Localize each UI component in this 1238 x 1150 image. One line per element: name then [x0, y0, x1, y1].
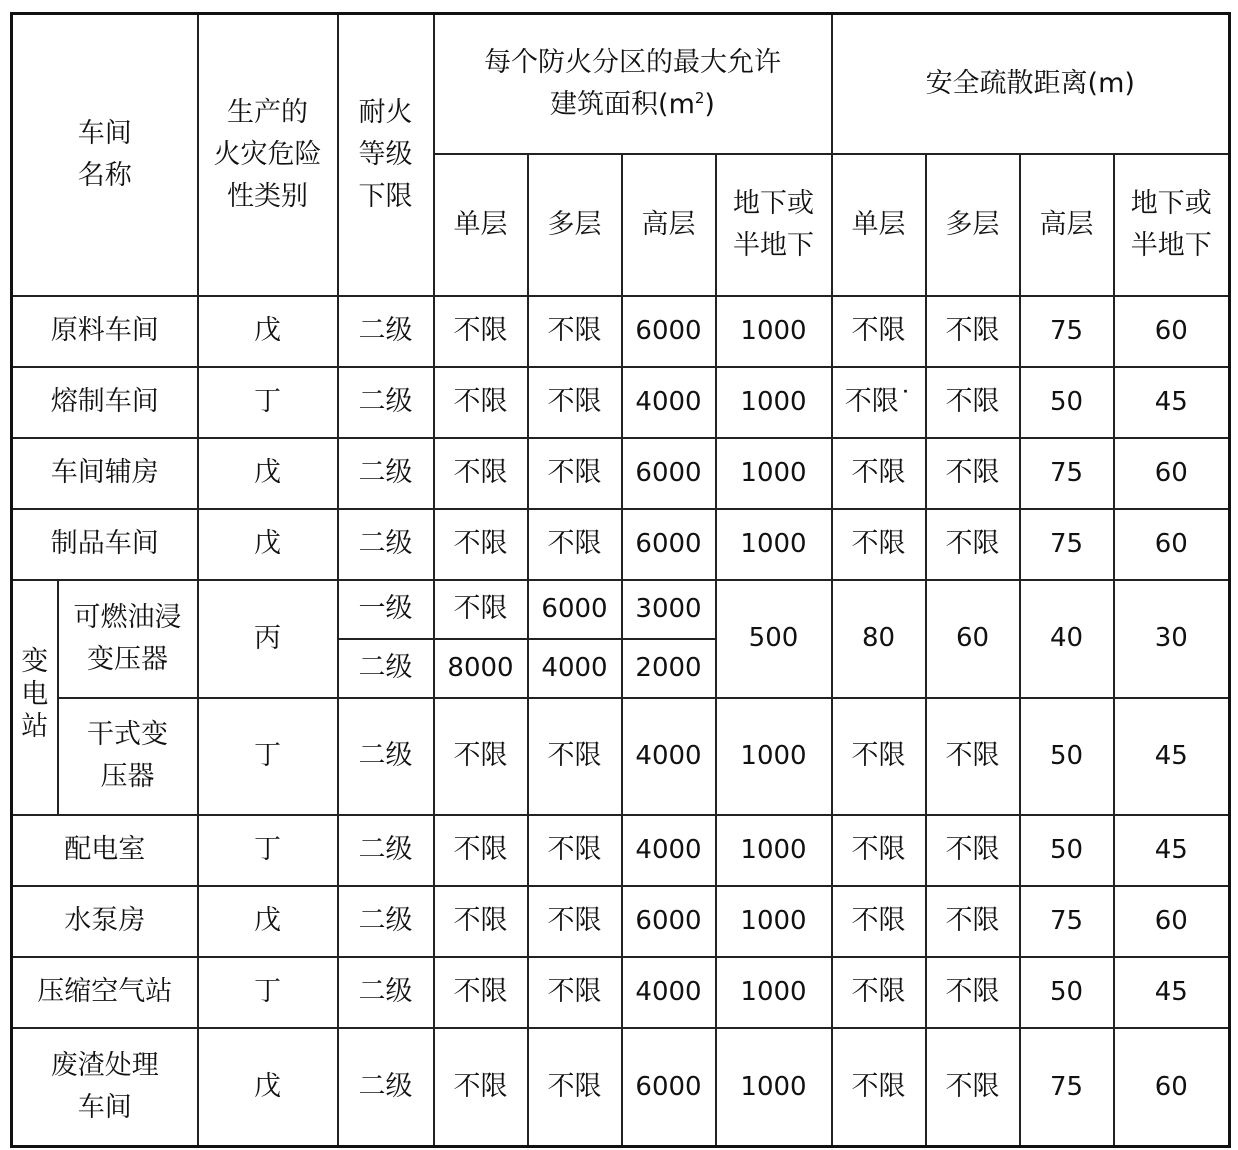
cell-area-high: 3000	[622, 580, 716, 639]
table-row	[12, 1028, 1230, 1147]
cell-area-multi: 不限	[528, 296, 622, 367]
cell-dist-high: 75	[1020, 296, 1114, 367]
header-area-single: 单层	[434, 154, 528, 296]
table-row	[12, 815, 1230, 886]
cell-dist-multi: 60	[926, 580, 1020, 698]
header-area-high: 高层	[622, 154, 716, 296]
cell-dist-high: 75	[1020, 509, 1114, 580]
cell-area-high: 4000	[622, 957, 716, 1028]
cell-hazard-oil-transformer: 丙	[198, 580, 338, 698]
table-row	[12, 886, 1230, 957]
cell-dist-multi: 不限	[926, 815, 1020, 886]
cell-grade: 二级	[338, 296, 434, 367]
table-row	[12, 580, 1230, 639]
cell-area-underground: 1000	[716, 367, 832, 438]
header-area-multi: 多层	[528, 154, 622, 296]
header-dist-underground: 地下或 半地下	[1114, 154, 1230, 296]
header-hazard-category: 生产的 火灾危险 性类别	[198, 14, 338, 296]
cell-area-multi: 不限	[528, 367, 622, 438]
table-row	[12, 957, 1230, 1028]
cell-dist-high: 75	[1020, 886, 1114, 957]
cell-area-multi: 4000	[528, 639, 622, 698]
cell-dist-high: 50	[1020, 367, 1114, 438]
cell-area-single: 不限	[434, 509, 528, 580]
cell-name-oil-transformer: 可燃油浸 变压器	[58, 580, 198, 698]
cell-name: 水泵房	[12, 886, 198, 957]
cell-area-underground: 1000	[716, 957, 832, 1028]
cell-dist-single: 不限	[832, 1028, 926, 1147]
cell-dist-underground: 60	[1114, 886, 1230, 957]
cell-grade: 二级	[338, 1028, 434, 1147]
cell-hazard: 戊	[198, 296, 338, 367]
cell-area-underground: 1000	[716, 509, 832, 580]
header-area-underground: 地下或 半地下	[716, 154, 832, 296]
cell-name: 压缩空气站	[12, 957, 198, 1028]
cell-name: 配电室	[12, 815, 198, 886]
cell-dist-high: 40	[1020, 580, 1114, 698]
table-row	[12, 438, 1230, 509]
cell-dist-underground: 60	[1114, 509, 1230, 580]
cell-area-multi: 不限	[528, 886, 622, 957]
cell-area-single: 不限	[434, 957, 528, 1028]
cell-dist-multi: 不限	[926, 1028, 1020, 1147]
cell-area-high: 6000	[622, 1028, 716, 1147]
cell-hazard: 丁	[198, 957, 338, 1028]
header-dist-high: 高层	[1020, 154, 1114, 296]
cell-dist-multi: 不限	[926, 296, 1020, 367]
cell-dist-single: 不限	[832, 438, 926, 509]
cell-area-underground: 1000	[716, 698, 832, 815]
cell-grade: 二级	[338, 438, 434, 509]
cell-grade: 二级	[338, 957, 434, 1028]
table-row	[12, 698, 1230, 815]
cell-area-single: 不限	[434, 580, 528, 639]
cell-area-single: 不限	[434, 1028, 528, 1147]
cell-dist-single: 不限	[832, 698, 926, 815]
cell-area-multi: 不限	[528, 509, 622, 580]
cell-area-underground: 500	[716, 580, 832, 698]
cell-dist-single: 不限	[832, 886, 926, 957]
cell-dist-high: 75	[1020, 438, 1114, 509]
cell-dist-single: 不限	[832, 296, 926, 367]
cell-area-single: 8000	[434, 639, 528, 698]
cell-substation-group: 变 电 站	[12, 580, 58, 815]
header-fire-resistance-grade: 耐火 等级 下限	[338, 14, 434, 296]
cell-area-single: 不限	[434, 438, 528, 509]
header-max-area-sup: 2	[694, 88, 705, 107]
header-dist-single: 单层	[832, 154, 926, 296]
cell-area-underground: 1000	[716, 1028, 832, 1147]
cell-name: 制品车间	[12, 509, 198, 580]
cell-name: 原料车间	[12, 296, 198, 367]
cell-dist-underground: 60	[1114, 438, 1230, 509]
cell-hazard: 戊	[198, 1028, 338, 1147]
cell-area-high: 2000	[622, 639, 716, 698]
cell-area-multi: 不限	[528, 698, 622, 815]
cell-hazard: 戊	[198, 438, 338, 509]
cell-dist-multi: 不限	[926, 509, 1020, 580]
header-workshop-name: 车间 名称	[12, 14, 198, 296]
cell-name: 废渣处理 车间	[12, 1028, 198, 1147]
header-max-area-close: )	[704, 88, 715, 120]
cell-hazard: 丁	[198, 815, 338, 886]
cell-dist-multi: 不限	[926, 438, 1020, 509]
cell-dist-single: 不限˙	[832, 367, 926, 438]
cell-dist-multi: 不限	[926, 367, 1020, 438]
cell-grade: 二级	[338, 886, 434, 957]
cell-dist-high: 75	[1020, 1028, 1114, 1147]
header-max-area-text: 每个防火分区的最大允许 建筑面积(m	[484, 46, 781, 120]
cell-grade: 一级	[338, 580, 434, 639]
cell-dist-underground: 60	[1114, 1028, 1230, 1147]
cell-area-multi: 6000	[528, 580, 622, 639]
cell-grade: 二级	[338, 509, 434, 580]
cell-area-multi: 不限	[528, 957, 622, 1028]
cell-grade: 二级	[338, 639, 434, 698]
cell-dist-single: 80	[832, 580, 926, 698]
cell-area-high: 6000	[622, 438, 716, 509]
cell-name: 熔制车间	[12, 367, 198, 438]
cell-dist-multi: 不限	[926, 698, 1020, 815]
cell-area-high: 4000	[622, 815, 716, 886]
cell-area-single: 不限	[434, 296, 528, 367]
cell-area-single: 不限	[434, 367, 528, 438]
cell-area-high: 6000	[622, 509, 716, 580]
cell-dist-underground: 45	[1114, 698, 1230, 815]
fire-compartment-table	[10, 12, 1231, 1148]
header-dist-multi: 多层	[926, 154, 1020, 296]
table-row	[12, 509, 1230, 580]
cell-hazard: 丁	[198, 698, 338, 815]
cell-grade: 二级	[338, 367, 434, 438]
cell-area-single: 不限	[434, 886, 528, 957]
cell-dist-high: 50	[1020, 957, 1114, 1028]
cell-grade: 二级	[338, 815, 434, 886]
cell-dist-underground: 45	[1114, 957, 1230, 1028]
cell-name: 车间辅房	[12, 438, 198, 509]
cell-area-underground: 1000	[716, 296, 832, 367]
cell-area-high: 6000	[622, 296, 716, 367]
cell-area-underground: 1000	[716, 438, 832, 509]
cell-dist-underground: 45	[1114, 815, 1230, 886]
cell-dist-multi: 不限	[926, 957, 1020, 1028]
cell-area-high: 4000	[622, 698, 716, 815]
header-max-area	[434, 14, 832, 154]
cell-dist-underground: 30	[1114, 580, 1230, 698]
cell-dist-underground: 60	[1114, 296, 1230, 367]
cell-area-underground: 1000	[716, 886, 832, 957]
cell-area-single: 不限	[434, 698, 528, 815]
cell-hazard: 丁	[198, 367, 338, 438]
cell-dist-single: 不限	[832, 815, 926, 886]
cell-area-multi: 不限	[528, 1028, 622, 1147]
cell-hazard: 戊	[198, 509, 338, 580]
cell-dist-single: 不限	[832, 957, 926, 1028]
cell-dist-single: 不限	[832, 509, 926, 580]
cell-hazard: 戊	[198, 886, 338, 957]
cell-area-single: 不限	[434, 815, 528, 886]
cell-area-multi: 不限	[528, 438, 622, 509]
header-evacuation-distance: 安全疏散距离(m)	[832, 14, 1230, 154]
table-row	[12, 367, 1230, 438]
cell-area-multi: 不限	[528, 815, 622, 886]
cell-area-high: 4000	[622, 367, 716, 438]
cell-dist-multi: 不限	[926, 886, 1020, 957]
cell-dist-high: 50	[1020, 698, 1114, 815]
cell-area-underground: 1000	[716, 815, 832, 886]
cell-dist-underground: 45	[1114, 367, 1230, 438]
cell-dist-high: 50	[1020, 815, 1114, 886]
cell-name-dry-transformer: 干式变 压器	[58, 698, 198, 815]
cell-grade: 二级	[338, 698, 434, 815]
cell-area-high: 6000	[622, 886, 716, 957]
table-row	[12, 296, 1230, 367]
